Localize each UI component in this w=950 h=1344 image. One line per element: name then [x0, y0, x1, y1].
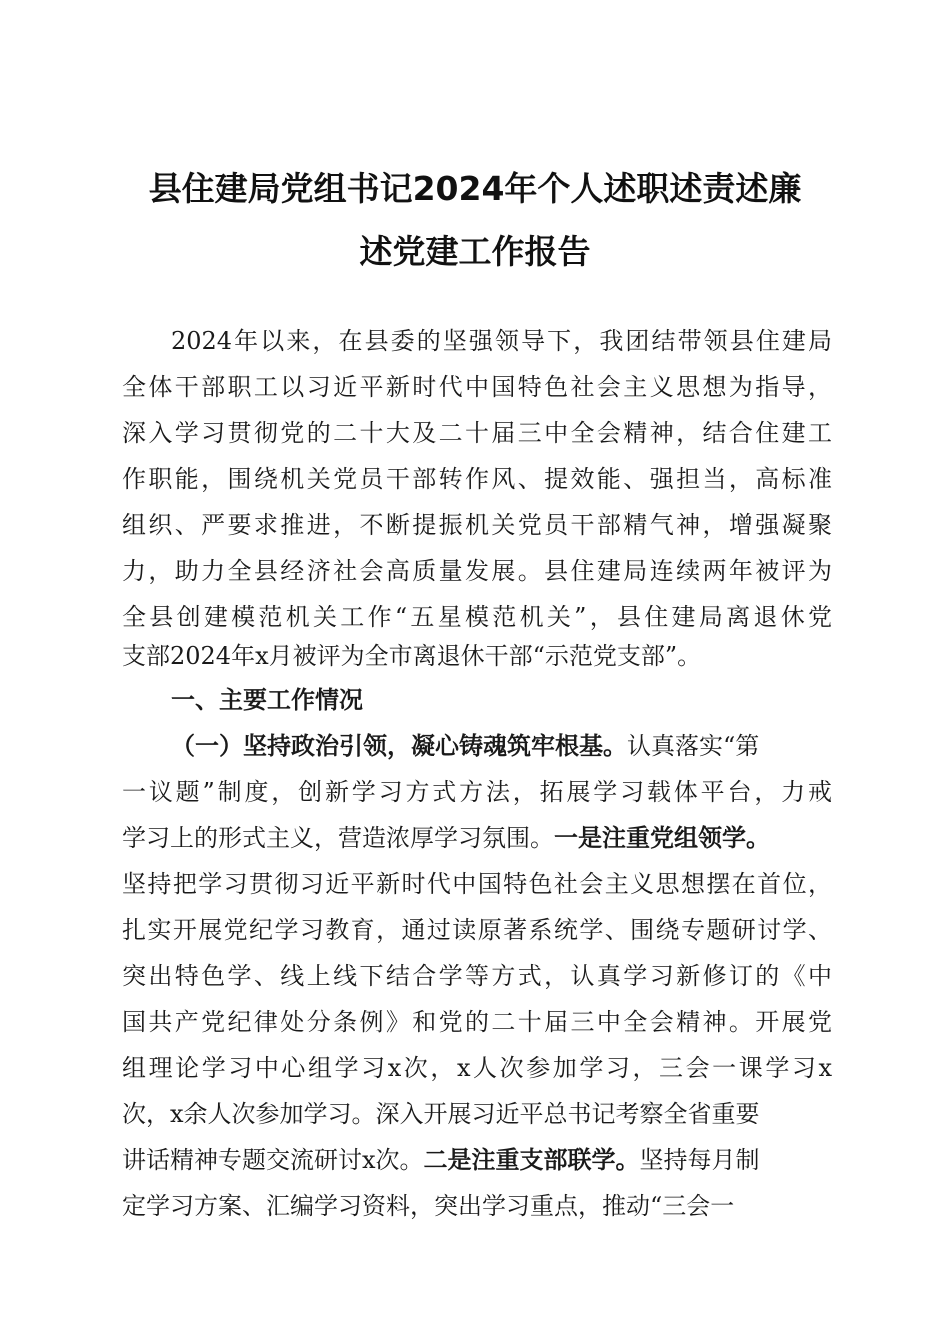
intro-line-8: 支部2024年x月被评为全市离退休干部“示范党支部”。: [122, 642, 702, 670]
subsection-1-line-3-text: 学习上的形式主义，营造浓厚学习氛围。: [122, 824, 554, 852]
subsection-1-line-11: 定学习方案、汇编学习资料，突出学习重点，推动“三会一: [122, 1192, 735, 1220]
subsection-1-line-10: [122, 1137, 832, 1183]
subsection-1-line-1-text: 认真落实“第: [627, 732, 760, 760]
report-title-line-2: 述党建工作报告: [359, 232, 591, 271]
intro-line-2: 全体干部职工以习近平新时代中国特色社会主义思想为指导，: [122, 373, 832, 401]
subsection-1-line-1: [171, 723, 832, 769]
subsection-1-line-10-rest: 坚持每月制: [639, 1146, 760, 1174]
subsection-1-line-8: 组理论学习中心组学习x次，x人次参加学习，三会一课学习x: [122, 1054, 832, 1082]
subsection-1-line-3: [122, 815, 832, 861]
subsection-1-line-4: 坚持把学习贯彻习近平新时代中国特色社会主义思想摆在首位，: [122, 870, 832, 898]
section-heading-main-work: 一、主要工作情况: [171, 686, 363, 714]
intro-line-4: 作职能，围绕机关党员干部转作风、提效能、强担当，高标准: [122, 465, 832, 493]
subsection-1-line-6: 突出特色学、线上线下结合学等方式，认真学习新修订的《中: [122, 962, 832, 990]
intro-line-5: 组织、严要求推进，不断提振机关党员干部精气神，增强凝聚: [122, 511, 832, 539]
intro-line-6: 力，助力全县经济社会高质量发展。县住建局连续两年被评为: [122, 557, 832, 585]
point-one-title: 一是注重党组领学。: [554, 824, 770, 852]
intro-line-1: 2024年以来，在县委的坚强领导下，我团结带领县住建局: [171, 327, 832, 355]
subsection-1-line-2: 一议题”制度，创新学习方式方法，拓展学习载体平台，力戒: [122, 778, 832, 806]
intro-line-7: 全县创建模范机关工作“五星模范机关”，县住建局离退休党: [122, 603, 832, 631]
report-title-line-1: 县住建局党组书记2024年个人述职述责述廉: [148, 169, 802, 208]
subsection-1-line-9: 次，x余人次参加学习。深入开展习近平总书记考察全省重要: [122, 1100, 760, 1128]
subsection-1-line-5: 扎实开展党纪学习教育，通过读原著系统学、围绕专题研讨学、: [122, 916, 832, 944]
subsection-1-line-10-text: 讲话精神专题交流研讨x次。: [122, 1146, 424, 1174]
point-two-title: 二是注重支部联学。: [423, 1146, 640, 1174]
intro-line-3: 深入学习贯彻党的二十大及二十届三中全会精神，结合住建工: [122, 419, 832, 447]
subsection-1-line-7: 国共产党纪律处分条例》和党的二十届三中全会精神。开展党: [122, 1008, 832, 1036]
subsection-1-title: （一）坚持政治引领，凝心铸魂筑牢根基。: [171, 732, 627, 760]
